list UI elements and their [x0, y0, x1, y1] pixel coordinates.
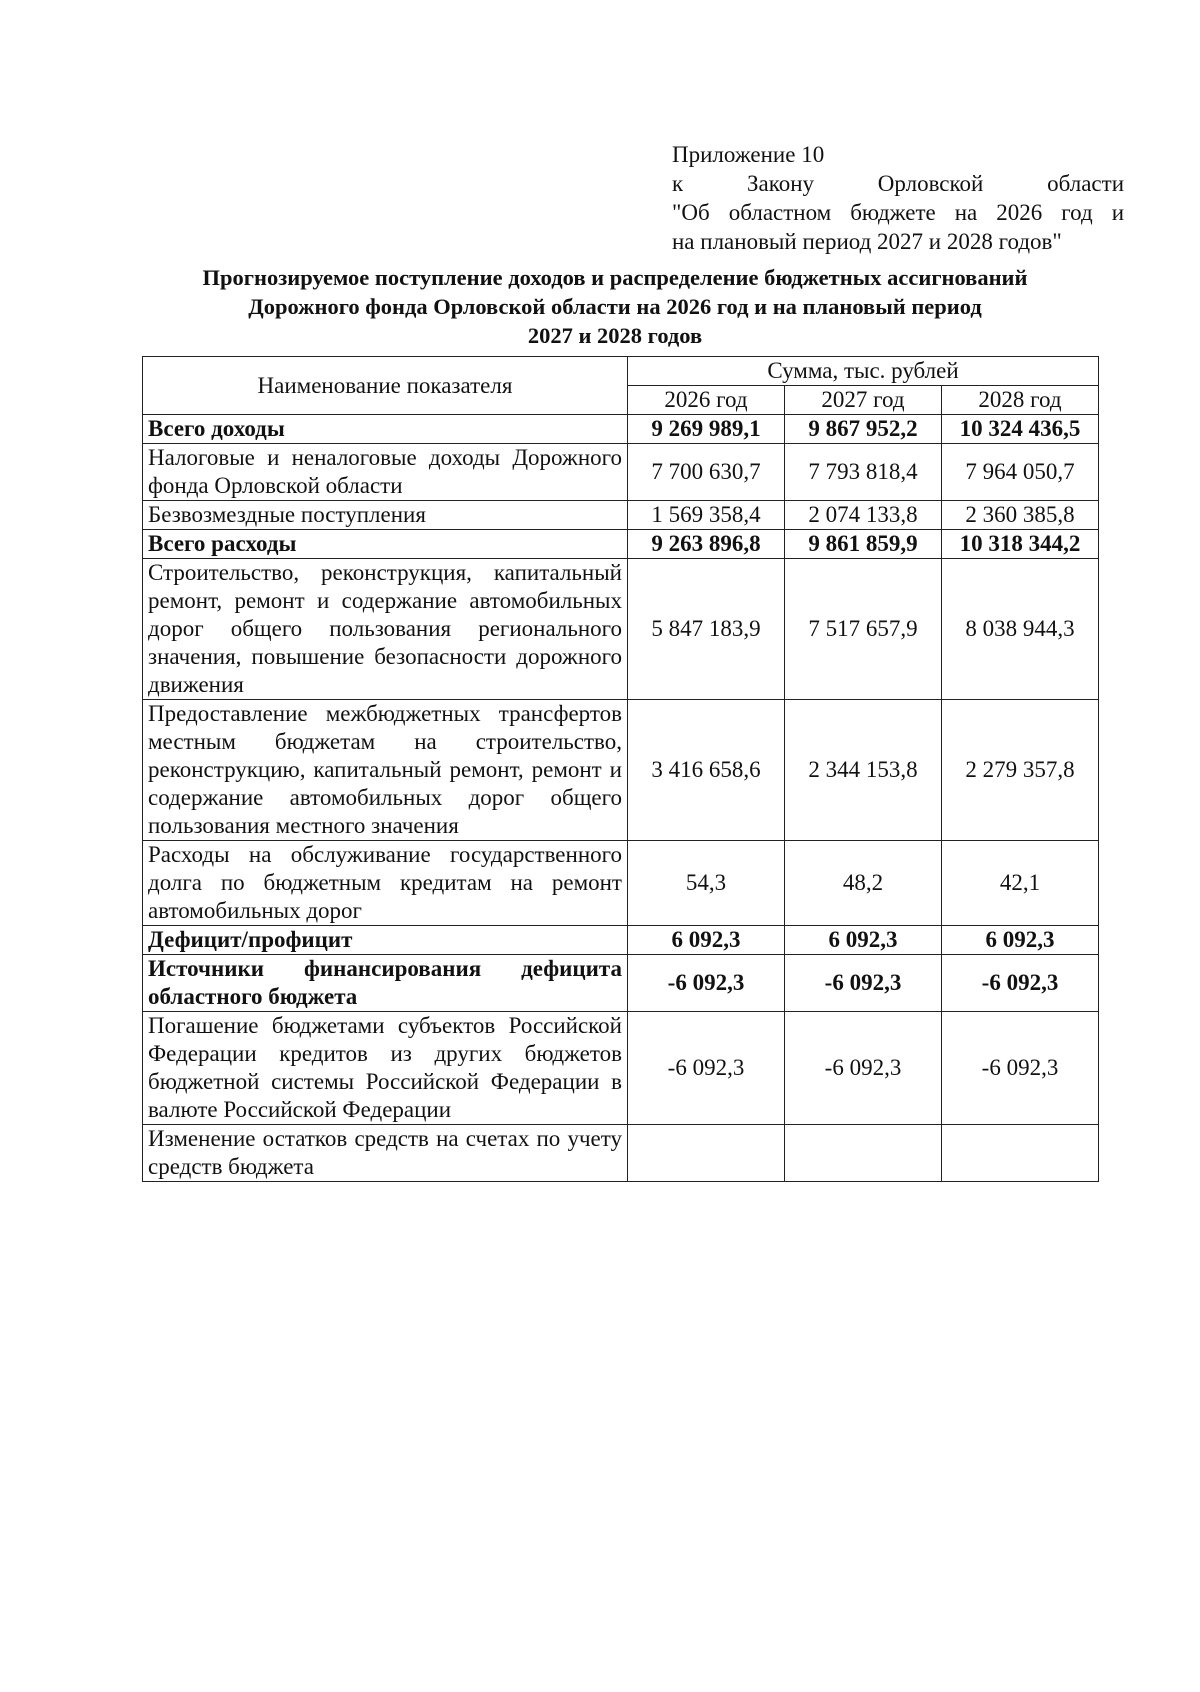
- value-2026: -6 092,3: [628, 955, 785, 1012]
- value-2028: 7 964 050,7: [942, 444, 1099, 501]
- value-2028: 6 092,3: [942, 926, 1099, 955]
- value-2026: -6 092,3: [628, 1012, 785, 1125]
- value-2028: 10 318 344,2: [942, 530, 1099, 559]
- value-2028: -6 092,3: [942, 1012, 1099, 1125]
- value-2026: 54,3: [628, 841, 785, 926]
- value-2028: 2 360 385,8: [942, 501, 1099, 530]
- title-line-3: 2027 и 2028 годов: [527, 323, 703, 348]
- value-2027: 2 344 153,8: [785, 700, 942, 841]
- row-label: Всего расходы: [143, 530, 628, 559]
- value-2027: -6 092,3: [785, 955, 942, 1012]
- annex-law-title: "Об областном бюджете на 2026 год и: [672, 200, 1124, 225]
- row-label: Источники финансирования дефицита областного бюджета: [143, 955, 628, 1012]
- table-row-regional-roads: [143, 559, 1099, 700]
- value-2027: -6 092,3: [785, 1012, 942, 1125]
- value-2027: 9 861 859,9: [785, 530, 942, 559]
- annex-law-ref: к Закону Орловской области: [672, 171, 1124, 196]
- annex-number: Приложение 10: [672, 142, 825, 167]
- table-row-balance-change: [143, 1125, 1099, 1182]
- document-title: [140, 263, 1090, 350]
- table-row-deficit: [143, 926, 1099, 955]
- header-year-2026: 2026 год: [628, 386, 785, 415]
- value-2026: 6 092,3: [628, 926, 785, 955]
- header-year-2027: 2027 год: [785, 386, 942, 415]
- table-row-local-transfers: [143, 700, 1099, 841]
- value-2027: 9 867 952,2: [785, 415, 942, 444]
- header-sum: Сумма, тыс. рублей: [628, 357, 1099, 386]
- value-2026: 9 263 896,8: [628, 530, 785, 559]
- value-2026: 1 569 358,4: [628, 501, 785, 530]
- annex-header: [672, 140, 1124, 256]
- value-2026: 9 269 989,1: [628, 415, 785, 444]
- table-row-total-income: [143, 415, 1099, 444]
- row-label: Погашение бюджетами субъектов Российской Федерации кредитов из других бюджетов бюджетной системы Российской Федерации в валюте Российской Федерации: [143, 1012, 628, 1125]
- title-line-2: Дорожного фонда Орловской области на 2026 год и на плановый период: [248, 294, 982, 319]
- value-2028: -6 092,3: [942, 955, 1099, 1012]
- row-label: Безвозмездные поступления: [143, 501, 628, 530]
- value-2026: 5 847 183,9: [628, 559, 785, 700]
- table-row-grants: [143, 501, 1099, 530]
- table-row-financing-sources: [143, 955, 1099, 1012]
- table-row-debt-service: [143, 841, 1099, 926]
- header-name: Наименование показателя: [143, 357, 628, 415]
- table-row-loan-repayment: [143, 1012, 1099, 1125]
- value-2027: 48,2: [785, 841, 942, 926]
- row-label: Налоговые и неналоговые доходы Дорожного фонда Орловской области: [143, 444, 628, 501]
- value-2028: [942, 1125, 1099, 1182]
- value-2028: 2 279 357,8: [942, 700, 1099, 841]
- table-row-tax-income: [143, 444, 1099, 501]
- row-label: Дефицит/профицит: [143, 926, 628, 955]
- value-2026: 7 700 630,7: [628, 444, 785, 501]
- value-2028: 8 038 944,3: [942, 559, 1099, 700]
- value-2027: 6 092,3: [785, 926, 942, 955]
- annex-law-title-cont: на плановый период 2027 и 2028 годов": [672, 229, 1062, 254]
- row-label: Строительство, реконструкция, капитальный ремонт, ремонт и содержание автомобильных дорог общего пользования регионального значения, повышение безопасности дорожного движения: [143, 559, 628, 700]
- value-2028: 42,1: [942, 841, 1099, 926]
- row-label: Расходы на обслуживание государственного долга по бюджетным кредитам на ремонт автомобильных дорог: [143, 841, 628, 926]
- row-label: Предоставление межбюджетных трансфертов местным бюджетам на строительство, реконструкцию, капитальный ремонт, ремонт и содержание автомобильных дорог общего пользования местного значения: [143, 700, 628, 841]
- value-2027: 7 517 657,9: [785, 559, 942, 700]
- title-line-1: Прогнозируемое поступление доходов и распределение бюджетных ассигнований: [202, 265, 1028, 290]
- value-2027: [785, 1125, 942, 1182]
- value-2027: 2 074 133,8: [785, 501, 942, 530]
- value-2026: [628, 1125, 785, 1182]
- header-year-2028: 2028 год: [942, 386, 1099, 415]
- value-2026: 3 416 658,6: [628, 700, 785, 841]
- row-label: Всего доходы: [143, 415, 628, 444]
- value-2027: 7 793 818,4: [785, 444, 942, 501]
- value-2028: 10 324 436,5: [942, 415, 1099, 444]
- budget-table: [142, 356, 1099, 1182]
- table-row-total-expenses: [143, 530, 1099, 559]
- row-label: Изменение остатков средств на счетах по учету средств бюджета: [143, 1125, 628, 1182]
